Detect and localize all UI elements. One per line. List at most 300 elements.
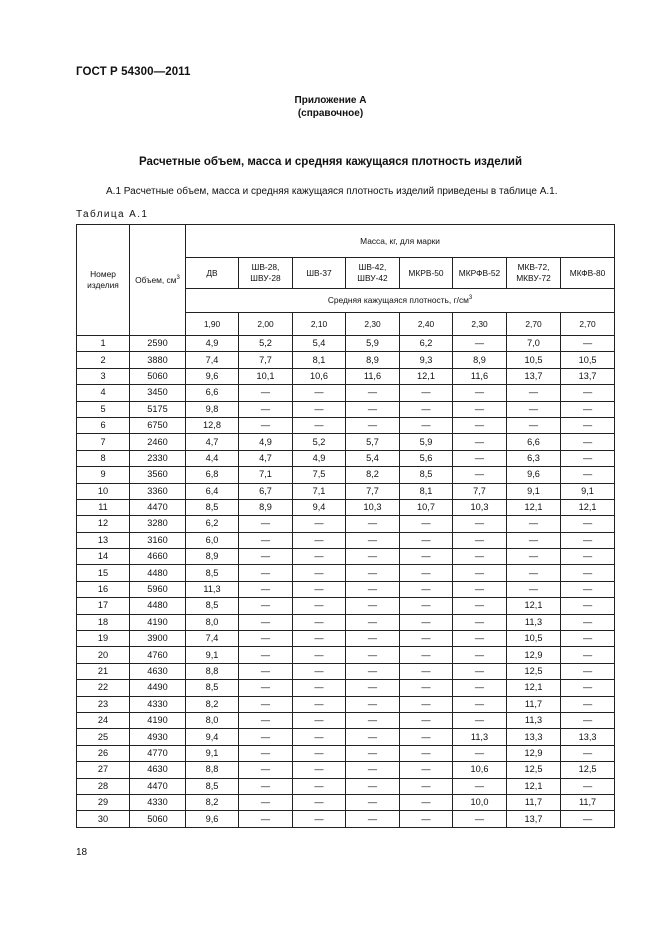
table-row — [77, 794, 615, 810]
volume-cell: 4770 — [130, 745, 186, 761]
table-row — [77, 336, 615, 352]
table-caption: Таблица А.1 — [76, 209, 149, 220]
item-number-cell: 9 — [77, 467, 130, 483]
mass-cell: — — [400, 401, 453, 417]
mass-cell: 5,4 — [346, 450, 400, 466]
mass-cell: — — [400, 614, 453, 630]
mass-cell: 12,5 — [507, 762, 561, 778]
density-group-header: Средняя кажущаяся плотность, $г/см^3$ — [186, 289, 615, 313]
table-row — [77, 680, 615, 696]
table-row — [77, 532, 615, 548]
mass-cell: — — [239, 598, 293, 614]
mass-cell: 11,3 — [507, 614, 561, 630]
mass-cell: 13,7 — [507, 368, 561, 384]
mass-cell: — — [561, 434, 615, 450]
mass-cell: — — [561, 401, 615, 417]
mass-cell: — — [239, 762, 293, 778]
mass-cell: — — [561, 598, 615, 614]
mass-cell: 4,7 — [186, 434, 239, 450]
mass-cell: 7,7 — [453, 483, 507, 499]
mass-cell: — — [561, 696, 615, 712]
item-number-cell: 28 — [77, 778, 130, 794]
density-value: 2,10 — [293, 313, 346, 336]
density-value: 2,70 — [507, 313, 561, 336]
mass-cell: — — [239, 532, 293, 548]
mass-cell: 11,7 — [507, 696, 561, 712]
volume-cell: 4330 — [130, 794, 186, 810]
mass-cell: — — [453, 696, 507, 712]
volume-cell: 4660 — [130, 549, 186, 565]
mass-cell: 12,5 — [507, 663, 561, 679]
mass-cell: — — [400, 794, 453, 810]
mass-cell: — — [293, 696, 346, 712]
item-number-cell: 19 — [77, 631, 130, 647]
item-number-cell: 14 — [77, 549, 130, 565]
mass-cell: — — [346, 712, 400, 728]
table-row — [77, 450, 615, 466]
mass-cell: — — [239, 729, 293, 745]
mass-cell: 12,1 — [561, 499, 615, 515]
volume-cell: 5960 — [130, 581, 186, 597]
mass-cell: — — [453, 598, 507, 614]
mass-cell: — — [561, 532, 615, 548]
mass-cell: — — [453, 811, 507, 827]
table-row — [77, 631, 615, 647]
mass-cell: 8,5 — [186, 680, 239, 696]
mass-cell: 8,2 — [186, 696, 239, 712]
mass-cell: 12,1 — [507, 598, 561, 614]
table-row — [77, 663, 615, 679]
mass-cell: — — [400, 729, 453, 745]
mass-cell: — — [561, 712, 615, 728]
mass-cell: 7,0 — [507, 336, 561, 352]
mass-cell: — — [453, 516, 507, 532]
mass-cell: — — [561, 745, 615, 761]
mass-cell: — — [239, 712, 293, 728]
table-row — [77, 499, 615, 515]
mass-cell: — — [400, 581, 453, 597]
mass-cell: — — [293, 663, 346, 679]
mass-cell: — — [400, 680, 453, 696]
table-row — [77, 811, 615, 827]
mass-cell: 10,0 — [453, 794, 507, 810]
mass-cell: — — [239, 696, 293, 712]
intro-paragraph: А.1 Расчетные объем, масса и средняя кажущаяся плотность изделий приведены в таблице А.1. — [106, 186, 558, 197]
table-row — [77, 696, 615, 712]
mass-cell: 6,2 — [400, 336, 453, 352]
mass-cell: 6,3 — [507, 450, 561, 466]
mass-cell: — — [400, 532, 453, 548]
volume-cell: 3560 — [130, 467, 186, 483]
mass-cell: 7,7 — [239, 352, 293, 368]
table-row — [77, 434, 615, 450]
grade-header: МКРФВ-52 — [453, 258, 507, 289]
density-value: 2,00 — [239, 313, 293, 336]
volume-cell: 5060 — [130, 368, 186, 384]
volume-cell: 4190 — [130, 614, 186, 630]
mass-cell: — — [293, 647, 346, 663]
mass-cell: — — [400, 549, 453, 565]
item-number-cell: 18 — [77, 614, 130, 630]
mass-cell: 13,3 — [507, 729, 561, 745]
mass-cell: 12,9 — [507, 745, 561, 761]
item-number-cell: 4 — [77, 385, 130, 401]
mass-cell: 6,6 — [186, 385, 239, 401]
mass-cell: — — [453, 401, 507, 417]
mass-cell: — — [400, 631, 453, 647]
grade-header: ШВ-42, ШВУ-42 — [346, 258, 400, 289]
mass-cell: — — [293, 631, 346, 647]
volume-cell: 4630 — [130, 663, 186, 679]
density-value: 2,70 — [561, 313, 615, 336]
item-number-cell: 17 — [77, 598, 130, 614]
mass-cell: — — [453, 680, 507, 696]
mass-cell: 12,1 — [400, 368, 453, 384]
mass-cell: — — [293, 532, 346, 548]
mass-cell: — — [293, 401, 346, 417]
mass-cell: — — [346, 532, 400, 548]
mass-cell: — — [239, 549, 293, 565]
mass-cell: 8,0 — [186, 614, 239, 630]
mass-cell: — — [293, 745, 346, 761]
mass-cell: — — [453, 631, 507, 647]
item-number-cell: 10 — [77, 483, 130, 499]
mass-cell: — — [293, 516, 346, 532]
mass-cell: — — [453, 663, 507, 679]
volume-cell: 5175 — [130, 401, 186, 417]
mass-cell: 13,3 — [561, 729, 615, 745]
volume-cell: 4760 — [130, 647, 186, 663]
table-row — [77, 352, 615, 368]
mass-cell: 4,9 — [186, 336, 239, 352]
grade-header: ДВ — [186, 258, 239, 289]
mass-cell: 9,8 — [186, 401, 239, 417]
section-title: Расчетные объем, масса и средняя кажущаяся плотность изделий — [138, 156, 523, 168]
mass-cell: 5,2 — [239, 336, 293, 352]
mass-cell: 5,7 — [346, 434, 400, 450]
mass-cell: — — [293, 729, 346, 745]
mass-cell: — — [561, 647, 615, 663]
mass-cell: — — [453, 385, 507, 401]
mass-cell: 5,9 — [346, 336, 400, 352]
mass-group-header: Масса, кг, для марки — [186, 225, 615, 258]
mass-cell: — — [561, 614, 615, 630]
volume-cell: 2460 — [130, 434, 186, 450]
mass-cell: 9,1 — [186, 647, 239, 663]
volume-cell: 3880 — [130, 352, 186, 368]
table-row — [77, 417, 615, 433]
mass-cell: — — [239, 663, 293, 679]
mass-cell: 6,8 — [186, 467, 239, 483]
mass-cell: 11,7 — [507, 794, 561, 810]
mass-cell: 12,1 — [507, 499, 561, 515]
page-number: 18 — [76, 847, 88, 858]
annex-title: Приложение А — [294, 95, 367, 106]
data-table — [76, 224, 615, 828]
mass-cell: — — [561, 663, 615, 679]
mass-cell: 12,9 — [507, 647, 561, 663]
mass-cell: 7,1 — [293, 483, 346, 499]
mass-cell: 4,9 — [239, 434, 293, 450]
mass-cell: — — [453, 647, 507, 663]
mass-cell: — — [453, 712, 507, 728]
mass-cell: 9,1 — [507, 483, 561, 499]
mass-cell: 8,9 — [186, 549, 239, 565]
mass-cell: — — [400, 745, 453, 761]
mass-cell: — — [293, 549, 346, 565]
mass-cell: — — [400, 762, 453, 778]
mass-cell: — — [239, 581, 293, 597]
grade-header: МКВ-72, МКВУ-72 — [507, 258, 561, 289]
volume-cell: 4490 — [130, 680, 186, 696]
mass-cell: 11,7 — [561, 794, 615, 810]
annex-kind: (справочное) — [297, 108, 364, 119]
volume-cell: 3280 — [130, 516, 186, 532]
mass-cell: 8,5 — [186, 778, 239, 794]
mass-cell: 7,4 — [186, 352, 239, 368]
volume-cell: 4930 — [130, 729, 186, 745]
mass-cell: 5,9 — [400, 434, 453, 450]
mass-cell: 6,2 — [186, 516, 239, 532]
mass-cell: — — [239, 385, 293, 401]
mass-cell: — — [453, 336, 507, 352]
mass-cell: — — [239, 516, 293, 532]
mass-cell: — — [239, 680, 293, 696]
volume-cell: 6750 — [130, 417, 186, 433]
mass-cell: — — [239, 401, 293, 417]
item-number-cell: 8 — [77, 450, 130, 466]
mass-cell: — — [239, 794, 293, 810]
mass-cell: 8,2 — [186, 794, 239, 810]
mass-cell: 8,5 — [400, 467, 453, 483]
table-row — [77, 565, 615, 581]
mass-cell: — — [293, 762, 346, 778]
mass-cell: — — [507, 516, 561, 532]
mass-cell: 8,9 — [346, 352, 400, 368]
mass-cell: — — [561, 778, 615, 794]
mass-cell: — — [346, 581, 400, 597]
table-row — [77, 745, 615, 761]
mass-cell: — — [453, 417, 507, 433]
mass-cell: — — [400, 565, 453, 581]
table-row — [77, 762, 615, 778]
table-row — [77, 712, 615, 728]
item-number-cell: 12 — [77, 516, 130, 532]
mass-cell: 11,6 — [346, 368, 400, 384]
item-number-cell: 24 — [77, 712, 130, 728]
grade-header: МКРВ-50 — [400, 258, 453, 289]
mass-cell: — — [346, 778, 400, 794]
grade-header: ШВ-37 — [293, 258, 346, 289]
mass-cell: 4,9 — [293, 450, 346, 466]
volume-cell: 4330 — [130, 696, 186, 712]
table-row — [77, 729, 615, 745]
mass-cell: — — [453, 565, 507, 581]
mass-cell: 10,6 — [453, 762, 507, 778]
mass-cell: — — [293, 712, 346, 728]
item-number-cell: 2 — [77, 352, 130, 368]
mass-cell: — — [346, 385, 400, 401]
mass-cell: 9,1 — [186, 745, 239, 761]
mass-cell: 7,5 — [293, 467, 346, 483]
mass-cell: 8,9 — [239, 499, 293, 515]
mass-cell: 8,5 — [186, 565, 239, 581]
mass-cell: — — [561, 516, 615, 532]
mass-cell: — — [293, 614, 346, 630]
mass-cell: — — [561, 581, 615, 597]
item-number-cell: 1 — [77, 336, 130, 352]
table-row — [77, 778, 615, 794]
item-number-cell: 15 — [77, 565, 130, 581]
mass-cell: — — [453, 549, 507, 565]
volume-cell: 3360 — [130, 483, 186, 499]
mass-cell: — — [561, 336, 615, 352]
item-number-cell: 30 — [77, 811, 130, 827]
mass-cell: — — [453, 434, 507, 450]
col-header-volume: Объем, $см^3$ — [130, 225, 186, 336]
mass-cell: — — [239, 778, 293, 794]
mass-cell: — — [346, 516, 400, 532]
volume-cell: 4630 — [130, 762, 186, 778]
mass-cell: — — [400, 385, 453, 401]
item-number-cell: 6 — [77, 417, 130, 433]
item-number-cell: 27 — [77, 762, 130, 778]
volume-cell: 5060 — [130, 811, 186, 827]
mass-cell: — — [239, 614, 293, 630]
density-value: 2,30 — [453, 313, 507, 336]
mass-cell: — — [346, 794, 400, 810]
volume-cell: 4470 — [130, 778, 186, 794]
mass-cell: 6,0 — [186, 532, 239, 548]
mass-cell: 4,7 — [239, 450, 293, 466]
mass-cell: 11,3 — [186, 581, 239, 597]
mass-cell: — — [561, 565, 615, 581]
mass-cell: — — [453, 778, 507, 794]
mass-cell: — — [239, 745, 293, 761]
mass-cell: — — [507, 532, 561, 548]
mass-cell: 8,0 — [186, 712, 239, 728]
mass-cell: — — [239, 631, 293, 647]
table-row — [77, 368, 615, 384]
table-row — [77, 614, 615, 630]
mass-cell: — — [293, 811, 346, 827]
mass-cell: 13,7 — [561, 368, 615, 384]
mass-cell: — — [561, 680, 615, 696]
mass-cell: 10,6 — [293, 368, 346, 384]
mass-cell: — — [346, 614, 400, 630]
mass-cell: 5,2 — [293, 434, 346, 450]
volume-cell: 3160 — [130, 532, 186, 548]
mass-cell: — — [346, 680, 400, 696]
mass-cell: 5,6 — [400, 450, 453, 466]
item-number-cell: 20 — [77, 647, 130, 663]
item-number-cell: 7 — [77, 434, 130, 450]
item-number-cell: 21 — [77, 663, 130, 679]
mass-cell: — — [346, 401, 400, 417]
mass-cell: 9,3 — [400, 352, 453, 368]
mass-cell: — — [507, 549, 561, 565]
mass-cell: — — [346, 696, 400, 712]
mass-cell: — — [561, 811, 615, 827]
mass-cell: 8,5 — [186, 499, 239, 515]
mass-cell: — — [561, 467, 615, 483]
mass-cell: — — [561, 385, 615, 401]
mass-cell: 8,8 — [186, 663, 239, 679]
mass-cell: 7,7 — [346, 483, 400, 499]
mass-cell: 6,4 — [186, 483, 239, 499]
mass-cell: — — [293, 581, 346, 597]
mass-cell: 10,5 — [507, 631, 561, 647]
table-row — [77, 647, 615, 663]
mass-cell: — — [453, 614, 507, 630]
mass-cell: 9,4 — [186, 729, 239, 745]
mass-cell: — — [400, 516, 453, 532]
mass-cell: — — [346, 811, 400, 827]
mass-cell: 11,6 — [453, 368, 507, 384]
mass-cell: — — [400, 647, 453, 663]
mass-cell: — — [239, 565, 293, 581]
mass-cell: — — [453, 745, 507, 761]
table-row — [77, 467, 615, 483]
mass-cell: — — [561, 631, 615, 647]
mass-cell: — — [400, 712, 453, 728]
item-number-cell: 11 — [77, 499, 130, 515]
item-number-cell: 22 — [77, 680, 130, 696]
mass-cell: — — [293, 794, 346, 810]
volume-cell: 2330 — [130, 450, 186, 466]
table-row — [77, 598, 615, 614]
mass-cell: 12,8 — [186, 417, 239, 433]
mass-cell: — — [239, 417, 293, 433]
mass-cell: 8,5 — [186, 598, 239, 614]
grade-header: МКФВ-80 — [561, 258, 615, 289]
mass-cell: 8,2 — [346, 467, 400, 483]
mass-cell: — — [507, 385, 561, 401]
table-row — [77, 581, 615, 597]
mass-cell: — — [400, 696, 453, 712]
density-value: 1,90 — [186, 313, 239, 336]
mass-cell: — — [561, 549, 615, 565]
mass-cell: 12,5 — [561, 762, 615, 778]
table-row — [77, 401, 615, 417]
document-header: ГОСТ Р 54300—2011 — [76, 66, 191, 78]
mass-cell: — — [346, 745, 400, 761]
mass-cell: 9,1 — [561, 483, 615, 499]
mass-cell: 4,4 — [186, 450, 239, 466]
mass-cell: — — [507, 401, 561, 417]
mass-cell: — — [400, 663, 453, 679]
mass-cell: 9,6 — [507, 467, 561, 483]
mass-cell: — — [346, 565, 400, 581]
volume-cell: 2590 — [130, 336, 186, 352]
volume-cell: 3900 — [130, 631, 186, 647]
mass-cell: — — [507, 565, 561, 581]
table-row — [77, 516, 615, 532]
mass-cell: 9,6 — [186, 811, 239, 827]
volume-cell: 4190 — [130, 712, 186, 728]
table-row — [77, 483, 615, 499]
mass-cell: 10,3 — [346, 499, 400, 515]
mass-cell: — — [346, 729, 400, 745]
item-number-cell: 16 — [77, 581, 130, 597]
mass-cell: — — [400, 811, 453, 827]
density-value: 2,30 — [346, 313, 400, 336]
mass-cell: 8,8 — [186, 762, 239, 778]
mass-cell: 10,5 — [561, 352, 615, 368]
mass-cell: — — [346, 631, 400, 647]
volume-cell: 3450 — [130, 385, 186, 401]
mass-cell: 9,4 — [293, 499, 346, 515]
